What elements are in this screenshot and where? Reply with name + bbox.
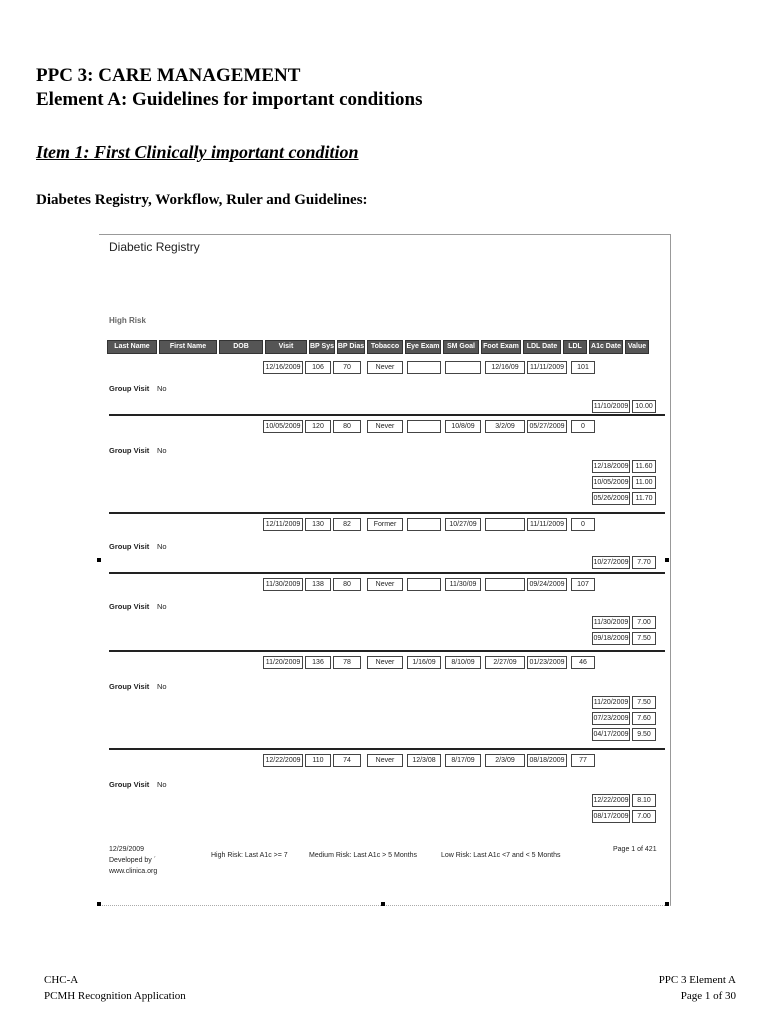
ldl-cell: 107 xyxy=(571,578,595,591)
bp-dias-cell: 70 xyxy=(333,361,361,374)
ldl-date-cell: 11/11/2009 xyxy=(527,361,567,374)
report-title: Diabetic Registry xyxy=(109,240,200,254)
page-footer-left xyxy=(44,972,186,1004)
record-divider xyxy=(109,650,665,652)
eye-exam-cell xyxy=(407,578,441,591)
a1c-date: 09/18/2009 xyxy=(592,632,630,645)
tobacco-cell: Former xyxy=(367,518,403,531)
eye-exam-cell: 1/16/09 xyxy=(407,656,441,669)
a1c-date: 11/10/2009 xyxy=(592,400,630,413)
record-divider xyxy=(109,572,665,574)
developed-by: Developed by ´ xyxy=(109,857,157,864)
column-header: Visit xyxy=(265,340,307,354)
item-heading: Item 1: First Clinically important condition xyxy=(36,142,359,162)
a1c-value: 9.50 xyxy=(632,728,656,741)
column-header: First Name xyxy=(159,340,217,354)
a1c-value: 7.00 xyxy=(632,616,656,629)
a1c-date: 07/23/2009 xyxy=(592,712,630,725)
a1c-date: 11/20/2009 xyxy=(592,696,630,709)
group-visit-label: Group Visit xyxy=(109,384,150,393)
group-visit-value: No xyxy=(157,384,167,393)
column-header: Tobacco xyxy=(367,340,403,354)
sm-goal-cell xyxy=(445,361,481,374)
group-visit-label: Group Visit xyxy=(109,446,150,455)
a1c-value: 7.00 xyxy=(632,810,656,823)
report-page-number: Page 1 of 421 xyxy=(613,846,657,853)
a1c-value: 7.70 xyxy=(632,556,656,569)
column-header: LDL Date xyxy=(523,340,561,354)
a1c-value: 11.00 xyxy=(632,476,656,489)
a1c-value: 7.50 xyxy=(632,632,656,645)
selection-handle[interactable] xyxy=(97,558,101,562)
organization-name: CHC-A xyxy=(44,974,79,986)
ldl-date-cell: 05/27/2009 xyxy=(527,420,567,433)
record-divider xyxy=(109,512,665,514)
column-header: Value xyxy=(625,340,649,354)
column-header: Foot Exam xyxy=(481,340,521,354)
bp-sys-cell: 106 xyxy=(305,361,331,374)
a1c-date: 12/18/2009 xyxy=(592,460,630,473)
column-header: Last Name xyxy=(107,340,157,354)
sm-goal-cell: 10/27/09 xyxy=(445,518,481,531)
ldl-cell: 77 xyxy=(571,754,595,767)
foot-exam-cell: 2/3/09 xyxy=(485,754,525,767)
a1c-value: 7.50 xyxy=(632,696,656,709)
tobacco-cell: Never xyxy=(367,754,403,767)
element-reference: PPC 3 Element A xyxy=(658,974,736,986)
a1c-date: 11/30/2009 xyxy=(592,616,630,629)
ldl-cell: 101 xyxy=(571,361,595,374)
risk-group-label: High Risk xyxy=(109,316,146,325)
report-border-right xyxy=(670,234,671,906)
column-header: Eye Exam xyxy=(405,340,441,354)
record-divider xyxy=(109,748,665,750)
ldl-date-cell: 01/23/2009 xyxy=(527,656,567,669)
page-number: Page 1 of 30 xyxy=(680,990,736,1002)
bp-dias-cell: 74 xyxy=(333,754,361,767)
document-heading xyxy=(36,64,423,112)
eye-exam-cell xyxy=(407,361,441,374)
column-header: A1c Date xyxy=(589,340,623,354)
group-visit-label: Group Visit xyxy=(109,780,150,789)
group-visit-value: No xyxy=(157,446,167,455)
a1c-value: 11.60 xyxy=(632,460,656,473)
a1c-value: 7.60 xyxy=(632,712,656,725)
legend-high-risk: High Risk: Last A1c >= 7 xyxy=(211,852,288,859)
group-visit-value: No xyxy=(157,780,167,789)
bp-sys-cell: 130 xyxy=(305,518,331,531)
group-visit-label: Group Visit xyxy=(109,682,150,691)
column-header-row xyxy=(107,340,663,354)
document-title: PPC 3: CARE MANAGEMENT xyxy=(36,65,301,86)
ldl-date-cell: 09/24/2009 xyxy=(527,578,567,591)
a1c-value: 8.10 xyxy=(632,794,656,807)
sm-goal-cell: 8/17/09 xyxy=(445,754,481,767)
bp-sys-cell: 120 xyxy=(305,420,331,433)
bp-sys-cell: 136 xyxy=(305,656,331,669)
page-footer-right xyxy=(659,972,736,1004)
foot-exam-cell xyxy=(485,518,525,531)
a1c-value: 10.00 xyxy=(632,400,656,413)
ldl-cell: 0 xyxy=(571,518,595,531)
tobacco-cell: Never xyxy=(367,578,403,591)
a1c-date: 04/17/2009 xyxy=(592,728,630,741)
visit-cell: 12/11/2009 xyxy=(263,518,303,531)
tobacco-cell: Never xyxy=(367,361,403,374)
group-visit-value: No xyxy=(157,602,167,611)
column-header: BP Dias xyxy=(337,340,365,354)
selection-handle[interactable] xyxy=(381,902,385,906)
visit-cell: 11/30/2009 xyxy=(263,578,303,591)
a1c-date: 10/27/2009 xyxy=(592,556,630,569)
visit-cell: 12/16/2009 xyxy=(263,361,303,374)
group-visit-label: Group Visit xyxy=(109,542,150,551)
a1c-date: 05/26/2009 xyxy=(592,492,630,505)
eye-exam-cell xyxy=(407,518,441,531)
diabetic-registry-report xyxy=(99,234,671,906)
column-header: DOB xyxy=(219,340,263,354)
ldl-cell: 0 xyxy=(571,420,595,433)
tobacco-cell: Never xyxy=(367,656,403,669)
column-header: BP Sys xyxy=(309,340,335,354)
bp-dias-cell: 82 xyxy=(333,518,361,531)
report-border-top xyxy=(99,234,671,235)
report-border-bottom xyxy=(99,905,671,906)
sm-goal-cell: 10/8/09 xyxy=(445,420,481,433)
sm-goal-cell: 8/10/09 xyxy=(445,656,481,669)
report-date: 12/29/2009 xyxy=(109,846,145,853)
a1c-date: 08/17/2009 xyxy=(592,810,630,823)
visit-cell: 12/22/2009 xyxy=(263,754,303,767)
sm-goal-cell: 11/30/09 xyxy=(445,578,481,591)
legend-low-risk: Low Risk: Last A1c <7 and < 5 Months xyxy=(441,852,561,859)
selection-handle[interactable] xyxy=(97,902,101,906)
foot-exam-cell xyxy=(485,578,525,591)
a1c-value: 11.70 xyxy=(632,492,656,505)
section-heading: Diabetes Registry, Workflow, Ruler and Guidelines: xyxy=(36,192,368,208)
bp-dias-cell: 80 xyxy=(333,578,361,591)
group-visit-label: Group Visit xyxy=(109,602,150,611)
legend-medium-risk: Medium Risk: Last A1c > 5 Months xyxy=(309,852,417,859)
ldl-date-cell: 11/11/2009 xyxy=(527,518,567,531)
foot-exam-cell: 2/27/09 xyxy=(485,656,525,669)
selection-handle[interactable] xyxy=(665,558,669,562)
visit-cell: 10/05/2009 xyxy=(263,420,303,433)
eye-exam-cell xyxy=(407,420,441,433)
bp-dias-cell: 80 xyxy=(333,420,361,433)
bp-sys-cell: 138 xyxy=(305,578,331,591)
report-footer-info xyxy=(109,844,157,877)
record-divider xyxy=(109,414,665,416)
ldl-cell: 46 xyxy=(571,656,595,669)
site-link[interactable]: www.clinica.org xyxy=(109,868,158,875)
column-header: LDL xyxy=(563,340,587,354)
tobacco-cell: Never xyxy=(367,420,403,433)
group-visit-value: No xyxy=(157,542,167,551)
bp-dias-cell: 78 xyxy=(333,656,361,669)
group-visit-value: No xyxy=(157,682,167,691)
bp-sys-cell: 110 xyxy=(305,754,331,767)
column-header: SM Goal xyxy=(443,340,479,354)
ldl-date-cell: 08/18/2009 xyxy=(527,754,567,767)
element-heading: Element A: Guidelines for important conditions xyxy=(36,89,423,110)
foot-exam-cell: 12/16/09 xyxy=(485,361,525,374)
visit-cell: 11/20/2009 xyxy=(263,656,303,669)
application-name: PCMH Recognition Application xyxy=(44,990,186,1002)
eye-exam-cell: 12/3/08 xyxy=(407,754,441,767)
foot-exam-cell: 3/2/09 xyxy=(485,420,525,433)
selection-handle[interactable] xyxy=(665,902,669,906)
a1c-date: 10/05/2009 xyxy=(592,476,630,489)
a1c-date: 12/22/2009 xyxy=(592,794,630,807)
